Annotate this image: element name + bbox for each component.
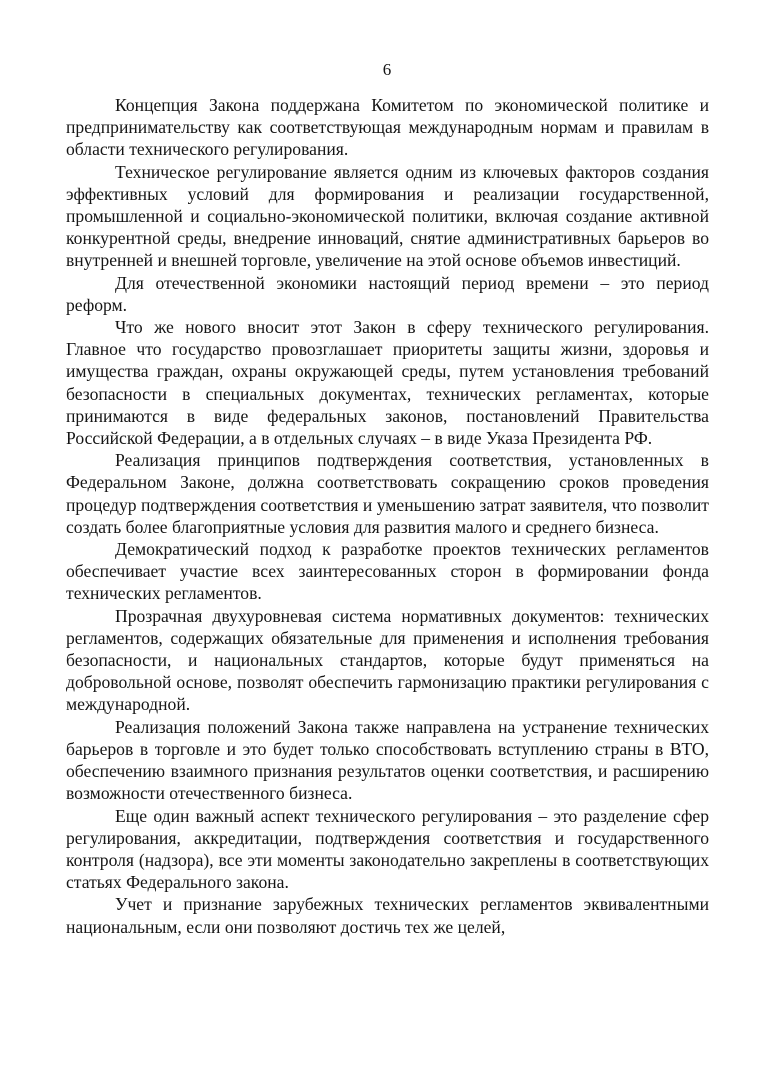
page-number: 6 bbox=[382, 60, 392, 79]
paragraph-7: Прозрачная двухуровневая система нормативных документов: технических регламентов, содержащих обязательные для применения и исполнения требования безопасности, и национальных стандартов, которые будут применяться на добровольной основе, позволят обеспечить гармонизацию практики регулирования с международной. bbox=[66, 605, 709, 715]
paragraph-4: Что же нового вносит этот Закон в сферу технического регулирования. Главное что государство провозглашает приоритеты защиты жизни, здоровья и имущества граждан, охраны окружающей среды, путем установления требований безопасности в специальных документах, технических регламентах, которые принимаются в виде федеральных законов, постановлений Правительства Российской Федерации, а в отдельных случаях – в виде Указа Президента РФ. bbox=[66, 317, 709, 449]
paragraph-2: Техническое регулирование является одним из ключевых факторов создания эффективных условий для формирования и реализации государственной, промышленной и социально-экономической политики, включая создание активной конкурентной среды, внедрение инноваций, снятие административных барьеров во внутренней и внешней торговле, увеличение на этой основе объемов инвестиций. bbox=[66, 161, 709, 271]
paragraph-5: Реализация принципов подтверждения соответствия, установленных в Федеральном Законе, должна соответствовать сокращению сроков проведения процедур подтверждения соответствия и уменьшению затрат заявителя, что позволит создать более благоприятные условия для развития малого и среднего бизнеса. bbox=[66, 450, 709, 537]
paragraph-10: Учет и признание зарубежных технических регламентов эквивалентными национальным, если они позволяют достичь тех же целей, bbox=[66, 894, 709, 937]
paragraph-6: Демократический подход к разработке проектов технических регламентов обеспечивает участие всех заинтересованных сторон в формировании фонда технических регламентов. bbox=[66, 539, 709, 604]
paragraph-3: Для отечественной экономики настоящий период времени – это период реформ. bbox=[66, 272, 709, 315]
document-body bbox=[66, 94, 709, 938]
paragraph-9: Еще один важный аспект технического регулирования – это разделение сфер регулирования, аккредитации, подтверждения соответствия и государственного контроля (надзора), все эти моменты законодательно закреплены в соответствующих статьях Федерального закона. bbox=[66, 805, 709, 893]
paragraph-1: Концепция Закона поддержана Комитетом по экономической политике и предпринимательству как соответствующая международным нормам и правилам в области технического регулирования. bbox=[66, 95, 709, 160]
paragraph-8: Реализация положений Закона также направлена на устранение технических барьеров в торговле и это будет только способствовать вступлению страны в ВТО, обеспечению взаимного признания результатов оценки соответствия, и расширению возможности отечественного бизнеса. bbox=[66, 716, 709, 804]
